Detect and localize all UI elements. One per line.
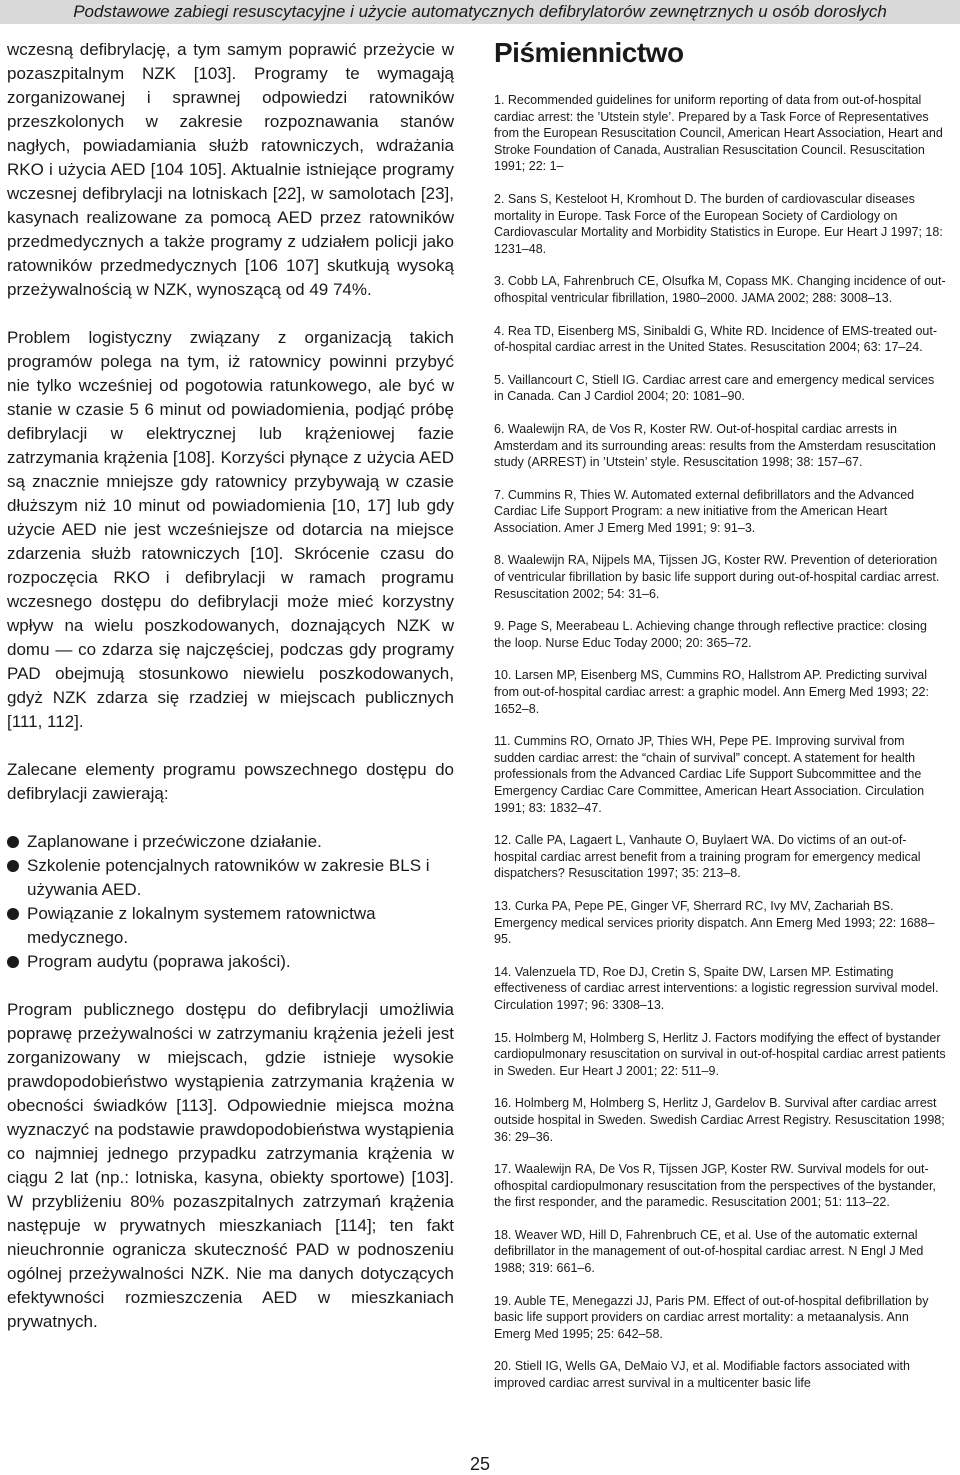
bullet-icon [7,836,19,848]
reference-item: 10. Larsen MP, Eisenberg MS, Cummins RO, Hallstrom AP. Predicting survival from out-of-hospital cardiac arrest: a graphic model. Ann Emerg Med 1993; 22: 1652–8. [494,668,929,716]
reference-item: 19. Auble TE, Menegazzi JJ, Paris PM. Effect of out-of-hospital defibrillation by basic life support providers on cardiac arrest mortality: a metaanalysis. Ann Emerg Med 1995; 25: 642–58. [494,1293,929,1341]
references-column [494,36,946,1408]
references-title: Piśmiennictwo [494,37,684,68]
body-paragraph: Program publicznego dostępu do defibrylacji umożliwia poprawę przeżywalności w zatrzymaniu krążenia jeżeli jest zorganizowany w miejscach, gdzie istnieje wysokie prawdopodobieństwo wystąpienia zatrzymania krążenia w obecności świadków [113]. Odpowiednie miejsca można wyznaczyć na podstawie prawdopodobieństwa wystąpienia co najmniej jednego przypadku zatrzymania krążenia w ciągu 2 lat (np.: lotniska, kasyna, obiekty sportowe) [103]. W przybliżeniu 80% pozaszpitalnych zatrzymań krążenia następuje w prywatnych mieszkaniach [114]; ten fakt nieuchronnie ogranicza skuteczność PAD w podnoszeniu ogólnej przeżywalności NZK. Nie ma danych dotyczących efektywności rozmieszczenia AED w mieszkaniach prywatnych. [7,1000,454,1331]
reference-item: 8. Waalewijn RA, Nijpels MA, Tijssen JG, Koster RW. Prevention of deterioration of ventricular fibrillation by basic life support during out-of-hospital cardiac arrest. Resuscitation 2002; 54: 31–6. [494,553,940,601]
page-number: 25 [469,1454,491,1474]
list-item [7,902,454,950]
list-item [7,950,454,974]
reference-item: 5. Vaillancourt C, Stiell IG. Cardiac arrest care and emergency medical services in Canada. Can J Cardiol 2004; 20: 1081–90. [494,372,935,404]
list-item-text: Zaplanowane i przećwiczone działanie. [27,832,322,851]
bullet-icon [7,908,19,920]
reference-item: 2. Sans S, Kesteloot H, Kromhout D. The burden of cardiovascular diseases mortality in Europe. Task Force of the European Society of Cardiology on Cardiovascular Mortality and Morbidity Statistics in Europe. Eur Heart J 1997; 18: 1231–48. [494,191,943,256]
reference-item: 1. Recommended guidelines for uniform reporting of data from out-of-hospital cardiac arrest: the ’Utstein style’. Prepared by a Task Force of Representatives from the European Resuscitation Council, American Heart Association, Heart and Stroke Foundation of Canada, Australian Resuscitation Council. Resuscitation 1991; 22: 1– [494,93,943,174]
body-paragraph: Problem logistyczny związany z organizacją takich programów polega na tym, iż ratownicy powinni przybyć nie tylko wcześniej od pogotowia ratunkowego, ale być w stanie w czasie 5 6 minut od powiadomienia, podjąć próbę defibrylacji w elektrycznej lub krążeniowej fazie zatrzymania krążenia [108]. Korzyści płynące z użycia AED są znacznie mniejsze gdy ratownicy przybywają w czasie dłuższym niż 10 minut od powiadomienia [10, 17] lub gdy użycie AED nie jest wcześniejsze od dotarcia na miejsce zdarzenia służb ratowniczych [10]. Skrócenie czasu do rozpoczęcia RKO i defibrylacji w ramach programu wczesnego dostępu do defibrylacji może mieć korzystny wpływ na wielu poszkodowanych, doznających NZK w domu — co zdarza się najczęściej, podczas gdy programy PAD obejmują stosunkowo niewielu poszkodowanych, gdyż NZK zdarza się rzadziej w miejscach publicznych [111, 112]. [7,328,454,731]
list-item-text: Powiązanie z lokalnym systemem ratownictwa medycznego. [27,904,376,947]
body-paragraph: wczesną defibrylację, a tym samym poprawić przeżycie w pozaszpitalnym NZK [103]. Programy te wymagają zorganizowanej i sprawnej odpowiedzi ratowników przeszkolonych w zakresie rozpoznawania stanów nagłych, powiadamiania służb ratowniczych, wdrażania RKO i użycia AED [104 105]. Aktualnie istniejące programy wczesnej defibrylacji na lotniskach [22], w samolotach [23], kasynach realizowane za pomocą AED przez ratowników przedmedycznych a także programy z udziałem policji jako ratowników przedmedycznych [106 107] skutkują wysoką przeżywalnością w NZK, wynoszącą od 49 74%. [7,40,454,299]
list-item-text: Szkolenie potencjalnych ratowników w zakresie BLS i używania AED. [27,856,430,899]
reference-item: 14. Valenzuela TD, Roe DJ, Cretin S, Spaite DW, Larsen MP. Estimating effectiveness of cardiac arrest interventions: a logistic regression survival model. Circulation 1997; 96: 3308–13. [494,964,939,1012]
bullet-icon [7,860,19,872]
reference-item: 20. Stiell IG, Wells GA, DeMaio VJ, et al. Modifiable factors associated with improved cardiac arrest survival in a multicenter basic life [494,1359,910,1391]
references-list [494,92,946,1392]
reference-item: 4. Rea TD, Eisenberg MS, Sinibaldi G, White RD. Incidence of EMS-treated out-of-hospital cardiac arrest in the United States. Resuscitation 2004; 63: 17–24. [494,323,938,355]
running-header: Podstawowe zabiegi resuscytacyjne i użycie automatycznych defibrylatorów zewnętrznych u osób dorosłych [0,0,960,24]
reference-item: 11. Cummins RO, Ornato JP, Thies WH, Pepe PE. Improving survival from sudden cardiac arrest: the “chain of survival” concept. A statement for health professionals from the Advanced Cardiac Life Support Subcommittee and the Emergency Cardiac Care Committee, American Heart Association. Circulation 1991; 83: 1832–47. [494,734,925,815]
reference-item: 3. Cobb LA, Fahrenbruch CE, Olsufka M, Copass MK. Changing incidence of out-ofhospital ventricular fibrillation, 1980–2000. JAMA 2002; 288: 3008–13. [494,274,946,305]
list-item [7,830,454,854]
list-item-text: Program audytu (poprawa jakości). [27,952,291,971]
list-item [7,854,454,902]
reference-item: 6. Waalewijn RA, de Vos R, Koster RW. Out-of-hospital cardiac arrests in Amsterdam and its surrounding areas: results from the Amsterdam resuscitation study (ARREST) in ’Utstein’ style. Resuscitation 1998; 38: 157–67. [494,421,936,470]
reference-item: 7. Cummins R, Thies W. Automated external defibrillators and the Advanced Cardiac Life Support Program: a new initiative from the American Heart Association. Amer J Emerg Med 1991; 9: 91–3. [494,487,915,535]
reference-item: 13. Curka PA, Pepe PE, Ginger VF, Sherrard RC, Ivy MV, Zachariah BS. Emergency medical services priority dispatch. Ann Emerg Med 1993; 22: 1688–95. [494,898,935,947]
reference-item: 15. Holmberg M, Holmberg S, Herlitz J. Factors modifying the effect of bystander cardiopulmonary resuscitation on survival in out-of-hospital cardiac arrest patients in Sweden. Eur Heart J 2001; 22: 511–9. [494,1030,946,1078]
reference-item: 9. Page S, Meerabeau L. Achieving change through reflective practice: closing the loop. Nurse Educ Today 2000; 20: 365–72. [494,619,927,650]
reference-item: 18. Weaver WD, Hill D, Fahrenbruch CE, et al. Use of the automatic external defibrillator in the management of out-of-hospital cardiac arrest. N Engl J Med 1988; 319: 661–6. [494,1227,924,1276]
reference-item: 12. Calle PA, Lagaert L, Vanhaute O, Buylaert WA. Do victims of an out-of-hospital cardiac arrest benefit from a training program for emergency medical dispatchers? Resuscitation 1997; 35: 213–8. [494,833,921,881]
recommendation-list [7,830,454,974]
bullet-icon [7,956,19,968]
reference-item: 16. Holmberg M, Holmberg S, Herlitz J, Gardelov B. Survival after cardiac arrest outside hospital in Sweden. Swedish Cardiac Arrest Registry. Resuscitation 1998; 36: 29–36. [494,1096,945,1144]
body-paragraph: Zalecane elementy programu powszechnego dostępu do defibrylacji zawierają: [7,760,454,803]
reference-item: 17. Waalewijn RA, De Vos R, Tijssen JGP, Koster RW. Survival models for out-ofhospital cardiopulmonary resuscitation from the perspectives of the bystander, the first responder, and the paramedic. Resuscitation 2001; 51: 113–22. [494,1162,936,1210]
body-column [7,38,454,1334]
